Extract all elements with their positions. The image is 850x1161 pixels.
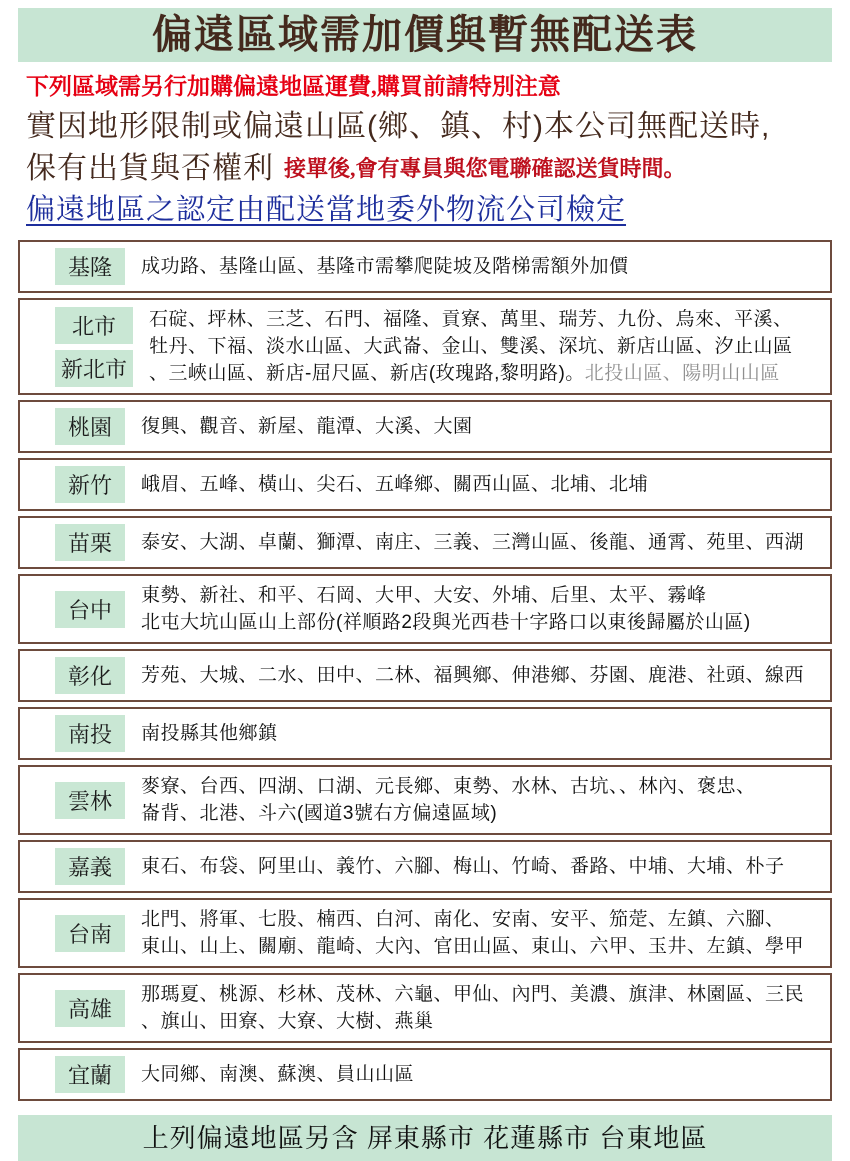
region-label: 雲林 <box>55 782 125 819</box>
region-areas <box>141 720 822 747</box>
region-areas-segment: 北門、將軍、七股、楠西、白河、南化、安南、安平、笳萣、左鎮、六腳、 <box>141 909 785 930</box>
region-areas-line <box>141 413 822 440</box>
table-row <box>18 1048 832 1101</box>
region-areas-segment: 牡丹、下福、淡水山區、大武崙、金山、雙溪、深坑、新店山區、汐止山區 <box>149 336 793 357</box>
region-areas-segment: 東勢、新社、和平、石岡、大甲、大安、外埔、后里、太平、霧峰 <box>141 585 707 606</box>
table-row <box>18 240 832 293</box>
region-areas-line <box>141 981 822 1008</box>
region-areas-segment: 復興、觀音、新屋、龍潭、大溪、大園 <box>141 416 473 437</box>
region-areas-line <box>141 253 822 280</box>
region-areas-line <box>141 662 822 689</box>
region-areas-line <box>141 800 822 827</box>
region-areas-segment: 、旗山、田寮、大寮、大樹、燕巢 <box>141 1011 434 1032</box>
table-row <box>18 898 832 968</box>
region-areas-line <box>141 1061 822 1088</box>
table-row <box>18 400 832 453</box>
region-label: 北市 <box>55 307 133 344</box>
table-row <box>18 458 832 511</box>
table-row <box>18 765 832 835</box>
region-areas <box>141 981 822 1035</box>
region-areas-segment: 芳苑、大城、二水、田中、二林、福興鄉、伸港鄉、芬園、鹿港、社頭、線西 <box>141 665 805 686</box>
region-areas-segment: 、三峽山區、新店-屈尺區、新店(玫瑰路,黎明路)。 <box>149 363 585 384</box>
region-areas-line <box>141 720 822 747</box>
region-areas-line <box>141 582 822 609</box>
region-areas-segment: 北屯大坑山區山上部份(祥順路2段與光西巷十字路口以東後歸屬於山區) <box>141 612 751 633</box>
region-areas <box>141 471 822 498</box>
region-label-group <box>55 990 125 1027</box>
region-areas-line <box>141 471 822 498</box>
table-row <box>18 516 832 569</box>
contact-confirmation-note: 接單後,會有專員與您電聯確認送貨時間。 <box>284 156 686 181</box>
region-label-group <box>55 657 125 694</box>
region-areas-segment: 東石、布袋、阿里山、義竹、六腳、梅山、竹崎、番路、中埔、大埔、朴子 <box>141 856 785 877</box>
region-label-group <box>55 1056 125 1093</box>
region-areas-line <box>141 933 822 960</box>
region-areas-line <box>149 306 822 333</box>
region-areas-segment: 成功路、基隆山區、基隆市需攀爬陡坡及階梯需額外加價 <box>141 256 629 277</box>
region-areas-line <box>149 333 822 360</box>
region-areas <box>141 853 822 880</box>
remote-area-definition-text: 偏遠地區之認定由配送當地委外物流公司檢定 <box>26 194 627 226</box>
no-delivery-statement-line2 <box>26 149 850 189</box>
region-areas-line <box>141 773 822 800</box>
region-areas-muted-segment: 北投山區、陽明山山區 <box>584 363 780 384</box>
region-label-group <box>55 848 125 885</box>
region-label: 嘉義 <box>55 848 125 885</box>
region-label-group <box>55 715 125 752</box>
page-title: 偏遠區域需加價與暫無配送表 <box>18 8 832 62</box>
region-areas <box>141 773 822 827</box>
region-label: 宜蘭 <box>55 1056 125 1093</box>
region-label-group <box>55 782 125 819</box>
table-row <box>18 707 832 760</box>
region-label-group <box>55 524 125 561</box>
region-areas <box>141 582 822 636</box>
region-label-group <box>55 915 125 952</box>
region-areas-segment: 東山、山上、關廟、龍崎、大內、官田山區、東山、六甲、玉井、左鎮、學甲 <box>141 936 805 957</box>
table-row <box>18 973 832 1043</box>
region-label: 南投 <box>55 715 125 752</box>
region-areas-line <box>141 529 822 556</box>
region-label: 基隆 <box>55 248 125 285</box>
region-areas-segment: 那瑪夏、桃源、杉林、茂林、六龜、甲仙、內門、美濃、旗津、林園區、三民 <box>141 984 805 1005</box>
region-areas-line <box>141 906 822 933</box>
region-table <box>18 240 832 1101</box>
region-areas-segment: 麥寮、台西、四湖、口湖、元長鄉、東勢、水林、古坑、、林內、褒忠、 <box>141 776 756 797</box>
region-label: 台中 <box>55 591 125 628</box>
table-row <box>18 649 832 702</box>
region-label: 彰化 <box>55 657 125 694</box>
region-areas-segment: 崙背、北港、斗六(國道3號右方偏遠區域) <box>141 803 498 824</box>
region-areas <box>141 413 822 440</box>
region-areas <box>141 1061 822 1088</box>
region-areas <box>149 306 822 387</box>
region-label-group <box>55 591 125 628</box>
region-areas-line <box>141 853 822 880</box>
region-label: 台南 <box>55 915 125 952</box>
no-delivery-statement-line1: 實因地形限制或偏遠山區(鄉、鎮、村)本公司無配送時, <box>26 110 771 143</box>
region-areas-segment: 石碇、坪林、三芝、石門、福隆、貢寮、萬里、瑞芳、九份、烏來、平溪、 <box>149 309 793 330</box>
region-areas-segment: 大同鄉、南澳、蘇澳、員山山區 <box>141 1064 415 1085</box>
region-areas-line <box>141 609 822 636</box>
shipping-surcharge-notice <box>0 8 850 1153</box>
rights-reserved-text: 保有出貨與否權利 <box>26 152 274 185</box>
region-areas <box>141 529 822 556</box>
table-row <box>18 840 832 893</box>
region-areas-line <box>141 1008 822 1035</box>
region-label: 苗栗 <box>55 524 125 561</box>
region-label-group <box>55 248 125 285</box>
region-areas <box>141 662 822 689</box>
region-areas-line <box>149 360 822 387</box>
region-label: 新北市 <box>55 350 133 387</box>
region-areas <box>141 906 822 960</box>
region-label-group <box>55 307 133 387</box>
surcharge-warning-text: 下列區域需另行加購偏遠地區運費,購買前請特別注意 <box>26 74 561 99</box>
region-areas-segment: 泰安、大湖、卓蘭、獅潭、南庄、三義、三灣山區、後龍、通霄、苑里、西湖 <box>141 532 805 553</box>
region-areas <box>141 253 822 280</box>
region-label: 高雄 <box>55 990 125 1027</box>
footer-additional-regions: 上列偏遠地區另含 屏東縣市 花蓮縣市 台東地區 <box>18 1115 832 1161</box>
region-label-group <box>55 466 125 503</box>
region-label: 新竹 <box>55 466 125 503</box>
region-areas-segment: 南投縣其他鄉鎮 <box>141 723 278 744</box>
table-row <box>18 298 832 395</box>
table-row <box>18 574 832 644</box>
region-areas-segment: 峨眉、五峰、橫山、尖石、五峰鄉、關西山區、北埔、北埔 <box>141 474 649 495</box>
region-label-group <box>55 408 125 445</box>
region-label: 桃園 <box>55 408 125 445</box>
